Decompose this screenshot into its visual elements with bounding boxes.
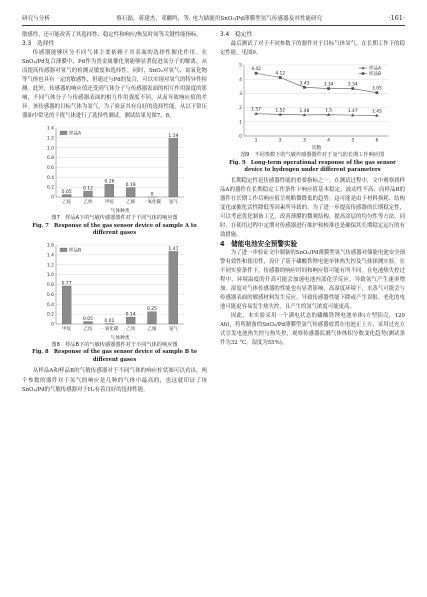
legend-swatch: [60, 131, 67, 135]
paragraph-stability-intro: 最后测试了对于不同参数下的器件对于目标气体氢气，在长期工作下的稳定性能，见图9。: [220, 41, 405, 57]
y-tick-label: 1.2: [46, 136, 54, 142]
data-point: [255, 72, 258, 75]
bar-value-label: 0: [150, 192, 153, 198]
legend-marker: [362, 72, 365, 75]
figure-8-bar-chart: [40, 240, 190, 342]
legend-swatch: [60, 248, 67, 252]
data-label: 1.47: [347, 109, 358, 115]
figure-9-line-chart: [230, 60, 395, 152]
legend-label: 样品A: [369, 66, 382, 72]
figure-9-caption-en: Fig. 9 Long-term operational response of the gas sensor: [229, 159, 396, 166]
bar-value-label: 0.14: [125, 312, 136, 318]
y-tick-label: 1: [239, 120, 242, 126]
bar-value-label: 0.26: [103, 180, 114, 186]
x-tick-label: 乙炔: [83, 200, 92, 206]
data-point: [327, 87, 330, 90]
data-label: 3.34: [347, 82, 358, 88]
data-label: 3.34: [323, 82, 334, 88]
x-tick-label: 乙炔: [125, 326, 135, 332]
y-tick-label: 0.6: [46, 166, 54, 172]
x-tick-label: 甲烷: [104, 200, 114, 206]
data-label: 1.48: [299, 109, 310, 115]
y-tick-label: 5: [239, 63, 242, 69]
data-point: [279, 76, 282, 79]
data-label: 1.45: [372, 109, 382, 115]
x-tick-label: 一氧化碳: [99, 326, 118, 332]
x-axis-label: 次数: [311, 146, 322, 152]
data-label: 4.42: [251, 67, 261, 73]
left-column: [22, 31, 207, 395]
bar-value-label: 0.25: [146, 307, 157, 313]
data-point: [376, 91, 379, 94]
figure-8-caption-en-line2: different gases: [92, 356, 137, 363]
journal-section-label: 研究与分析: [22, 16, 50, 22]
y-tick-label: 1.0: [46, 146, 54, 152]
running-title: 蔡石磊，蒋建杰，邓鹏鸣，等. 电力储能用SnO₂/Pd薄膜型氢气传感器及其性能研究: [116, 16, 323, 22]
y-tick-label: 0.2: [46, 312, 54, 318]
x-tick-label: 一氧化碳: [142, 200, 161, 206]
data-label: 3.05: [372, 86, 382, 92]
bar: [126, 317, 135, 324]
y-tick-label: 0: [239, 134, 242, 140]
bar: [62, 286, 71, 324]
bar-value-label: 0.05: [82, 317, 93, 322]
legend-label: 样品B: [369, 72, 382, 78]
legend-label: 样品A: [68, 131, 81, 137]
figure-7-bar-chart: [40, 123, 190, 215]
x-axis-label: 气体种类: [109, 335, 130, 341]
section-heading-stability: 3.4 稳定性: [220, 32, 253, 38]
y-tick-label: 1.6: [46, 243, 54, 249]
right-column: [220, 31, 405, 349]
y-tick-label: 0.6: [46, 292, 54, 298]
y-tick-label: 0.8: [46, 283, 54, 289]
data-label: 4.12: [275, 71, 286, 77]
x-tick-label: 3: [302, 138, 306, 144]
bar: [168, 139, 177, 198]
page-number: ·161·: [388, 14, 405, 22]
bar-value-label: 0.12: [82, 187, 93, 193]
bar-value-label: 1.47: [167, 246, 178, 252]
x-tick-label: 1: [254, 138, 258, 144]
paragraph-selectivity: 传感器能够区分不同气体主要依赖于其表面的选择性催化作用。在SnO₂/Pd复合薄膜中，Pd作为贵金属催化剂能够显著促进氢分子的解离，从而提高传感器对氢气的检测灵敏度和选择性。同时，SnO₂对氢气、氮氧化物等气体也具有一定的敏感性，但通过与Pd的复合，可以实现对氢气的特异性检测。此外，传感器的响应值还受到气体分子与传感器表面的相互作用强度的影响，不同气体分子与传感器表面的相互作用强度不同，从而导致响应值的差异。该传感器的目标气体为氢气，为了验证其有良好的选择性能，从以下常压器油中常见的干扰气体进行了选择性测试。测试结果见图7、8。: [22, 50, 207, 120]
bar: [126, 188, 135, 197]
y-tick-label: 1.0: [46, 273, 54, 279]
x-tick-label: 氢气: [168, 326, 178, 332]
data-label: 1.57: [251, 107, 261, 113]
x-tick-label: 6: [375, 138, 379, 144]
y-tick-label: 4: [239, 77, 242, 83]
x-tick-label: 5: [351, 138, 355, 144]
bar-value-label: 0.77: [61, 281, 72, 287]
y-tick-label: 0.4: [46, 302, 54, 308]
y-tick-label: 3: [239, 92, 242, 98]
data-point: [351, 87, 354, 90]
section-heading-safety-experiment: 4 储能电池安全预警实验: [220, 239, 298, 248]
section-heading-selectivity: 3.3 选择性: [22, 41, 55, 48]
bar: [83, 192, 92, 198]
bar-value-label: 0.19: [125, 183, 136, 189]
bar-value-label: 0.01: [103, 318, 114, 324]
x-tick-label: 乙烯: [125, 200, 135, 206]
paragraph-stability-analysis: 长期稳定性是传感器性能的重要指标之一。在测试过程中，文中观察到样品A的器件在长期稳定工作条件下响应值基本稳定，波动性不高；而样品B的器件在长期工作后响应值呈现略微降低的趋势。这可能是由于材料损耗、结构变化或催化活性降低等因素所导致的。为了进一步提高传感器的长期稳定性，可以考虑优化制备工艺，改善薄膜的微观结构，提高涂层的均匀性等方法。同时，在使用过程中定期对传感器进行维护和校准也是确保其长期稳定运行的有效措施。: [220, 177, 405, 238]
x-axis-label: 气体种类: [109, 209, 130, 215]
y-tick-label: 2: [239, 106, 242, 112]
y-tick-label: 1.4: [46, 127, 54, 133]
legend-label: 样品B: [68, 248, 81, 254]
y-tick-label: 1.2: [46, 263, 54, 269]
y-tick-label: 0.2: [46, 186, 54, 192]
bar-value-label: 1.19: [167, 134, 178, 140]
series-line-sample-a: [256, 114, 377, 116]
y-tick-label: 0.8: [46, 156, 54, 162]
y-tick-label: 0: [50, 322, 54, 328]
x-tick-label: 4: [327, 138, 331, 144]
data-label: 3.43: [299, 81, 310, 87]
x-tick-label: 乙烯: [147, 326, 156, 332]
x-tick-label: 乙烷: [61, 200, 71, 206]
y-tick-label: 0.4: [46, 176, 54, 182]
paragraph-selectivity-summary: 从样品A和样品B的气敏传感器对于不同气体的响应柱状图可以看出，两个参数的器件对于氢气的响应是几种的气体中最高的，也这就印证了该SnO₂/Pd的气敏传感器对于H₂有着良好的选择性能。: [22, 368, 207, 393]
series-line-sample-b: [256, 73, 377, 92]
y-tick-label: 1.4: [46, 253, 54, 259]
bar: [168, 251, 177, 324]
bar: [147, 312, 156, 324]
paragraph-experiment-design: 为了进一步验证文中制备的SnO₂/Pd薄膜型氢气传感器对储能电池安全预警有效性和使用性，设计了基于磷酸铁锂电池单体热失控及气体探测实验。在不同实验条件下，传感器的响应时间和响应值可能有所不同。在电池热失控过程中，环境温度的升高可能会加速电池内部化学反应，导致氢气产生速率增加。湿度对气体传感器的性能也有显著影响，高湿度环境下，水蒸气可能会与传感器表面的敏感材料发生反应，导致传感器性能下降或产生误报。老化的电池可能更容易发生热失控，且产生的氢气浓度可能更高。: [220, 250, 405, 311]
x-tick-label: 氢气: [168, 200, 178, 206]
paragraph-intro: 敏感性，还可能改善了其选择性、稳定性和响应/恢复时间等关键性能指标。: [22, 32, 202, 38]
paragraph-experiment-setup: 因此，本实验采用一个满电状态的磷酸铁锂电池单体(方型铝壳，120 Ah)，将所制备的SnO₂/Pd薄膜型氢气传感器放置在电池正上方，采用过充方式引发电池热失控与热失控，观察传感器监测气体体积分数变化趋势(测试条件为32 °C，湿度为55%)。: [220, 313, 405, 347]
figure-7-caption-en-line2: different gases: [92, 230, 137, 237]
bar: [104, 185, 113, 198]
data-label: 1.52: [275, 108, 286, 114]
bar-value-label: 0.05: [61, 190, 72, 196]
y-tick-label: 0: [50, 196, 54, 202]
figure-9-caption-en-line2: device to hydrogen under different parameters: [244, 167, 381, 174]
figure-7-caption-en: Fig. 7 Response of the gas sensor device of sample A to: [32, 222, 197, 229]
running-header: [22, 11, 405, 26]
x-tick-label: 甲烷: [61, 326, 71, 332]
x-tick-label: 2: [278, 138, 282, 144]
x-tick-label: 乙烷: [83, 326, 92, 332]
data-label: 1.5: [325, 108, 333, 114]
data-point: [303, 86, 306, 89]
figure-9-caption-zh: 图9 不同参数下的气敏传感器器件对于氢气的长期工作响应图: [240, 152, 385, 159]
figure-7-caption-zh: 图7 样品A下的气敏传感器器件对于不同气体的响应图: [51, 215, 178, 222]
figure-8-caption-zh: 图8 样品B下的气敏传感器器件对于不同气体的响应图: [51, 341, 178, 348]
figure-8-caption-en: Fig. 8 Response of the gas sensor device of sample B to: [32, 349, 197, 356]
